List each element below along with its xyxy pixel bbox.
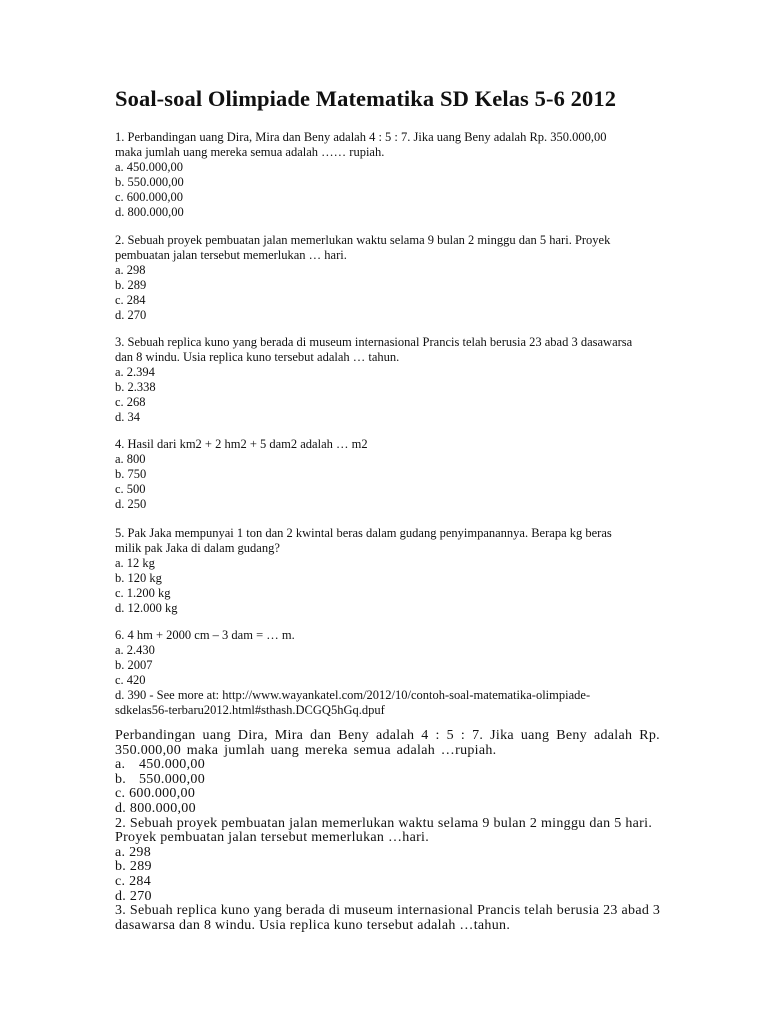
question-text: dasawarsa dan 8 windu. Usia replica kuno tersebut adalah …tahun.: [115, 917, 511, 933]
option: a. 12 kg: [115, 556, 155, 570]
option: [115, 758, 660, 773]
question-text: pembuatan jalan tersebut memerlukan … hari.: [115, 248, 347, 262]
question-6: [115, 628, 695, 718]
option: d. 800.000,00: [115, 800, 196, 816]
question-text: 3. Sebuah replica kuno yang berada di museum internasional Prancis telah berusia 23 abad 3 dasawarsa: [115, 335, 633, 349]
option: a. 298: [115, 844, 152, 860]
question-5: [115, 526, 695, 616]
question-text: 6. 4 hm + 2000 cm – 3 dam = … m.: [115, 628, 295, 642]
option: c. 1.200 kg: [115, 586, 171, 600]
option: a. 2.394: [115, 365, 155, 379]
option: d. 270: [115, 888, 152, 904]
question-text: 1. Perbandingan uang Dira, Mira dan Beny adalah 4 : 5 : 7. Jika uang Beny adalah Rp. 350.000,00: [115, 130, 607, 144]
option: c. 600.000,00: [115, 786, 196, 802]
question-text: Proyek pembuatan jalan tersebut memerlukan …hari.: [115, 830, 430, 846]
option: c. 420: [115, 673, 146, 687]
option: c. 500: [115, 482, 146, 496]
option-letter: a.: [115, 757, 126, 773]
question-text: 5. Pak Jaka mempunyai 1 ton dan 2 kwintal beras dalam gudang penyimpanannya. Berapa kg beras: [115, 526, 612, 540]
option: c. 600.000,00: [115, 190, 184, 204]
repeated-section: [115, 729, 660, 933]
option-value: 450.000,00: [139, 757, 205, 773]
option: d. 390 - See more at: http://www.wayankatel.com/2012/10/contoh-soal-matematika-olimpiade-: [115, 688, 591, 702]
option: d. 800.000,00: [115, 205, 184, 219]
question-2: [115, 233, 695, 323]
option: b. 120 kg: [115, 571, 162, 585]
option: a. 2.430: [115, 643, 155, 657]
option: c. 268: [115, 395, 146, 409]
option: b. 2.338: [115, 380, 156, 394]
question-3: [115, 335, 695, 425]
question-1: [115, 130, 695, 220]
question-text: Perbandingan uang Dira, Mira dan Beny adalah 4 : 5 : 7. Jika uang Beny adalah Rp. 350.000,00 maka jumlah uang mereka semua adalah …rupiah.: [115, 728, 660, 758]
option-letter: b.: [115, 771, 127, 787]
option: d. 270: [115, 308, 147, 322]
question-text: milik pak Jaka di dalam gudang?: [115, 541, 280, 555]
option: b. 289: [115, 859, 152, 875]
option: a. 800: [115, 452, 146, 466]
question-text: dan 8 windu. Usia replica kuno tersebut adalah … tahun.: [115, 350, 400, 364]
option: b. 550.000,00: [115, 175, 184, 189]
question-text: 4. Hasil dari km2 + 2 hm2 + 5 dam2 adalah … m2: [115, 437, 368, 451]
option: b. 289: [115, 278, 147, 292]
option: sdkelas56-terbaru2012.html#sthash.DCGQ5hGq.dpuf: [115, 703, 385, 717]
option: b. 750: [115, 467, 147, 481]
option: d. 250: [115, 497, 147, 511]
option: c. 284: [115, 293, 146, 307]
option: d. 34: [115, 410, 140, 424]
option: b. 2007: [115, 658, 153, 672]
option: [115, 773, 660, 788]
question-text: 2. Sebuah proyek pembuatan jalan memerlukan waktu selama 9 bulan 2 minggu dan 5 hari.: [115, 815, 653, 831]
option-value: 550.000,00: [139, 771, 205, 787]
page-title: Soal-soal Olimpiade Matematika SD Kelas 5-6 2012: [115, 86, 617, 111]
option: c. 284: [115, 873, 152, 889]
question-text: 2. Sebuah proyek pembuatan jalan memerlukan waktu selama 9 bulan 2 minggu dan 5 hari. Proyek: [115, 233, 611, 247]
question-text: 3. Sebuah replica kuno yang berada di museum internasional Prancis telah berusia 23 abad 3: [115, 903, 661, 919]
option: d. 12.000 kg: [115, 601, 178, 615]
option: a. 298: [115, 263, 146, 277]
question-4: [115, 437, 695, 512]
question-text: maka jumlah uang mereka semua adalah …… rupiah.: [115, 145, 385, 159]
option: a. 450.000,00: [115, 160, 184, 174]
